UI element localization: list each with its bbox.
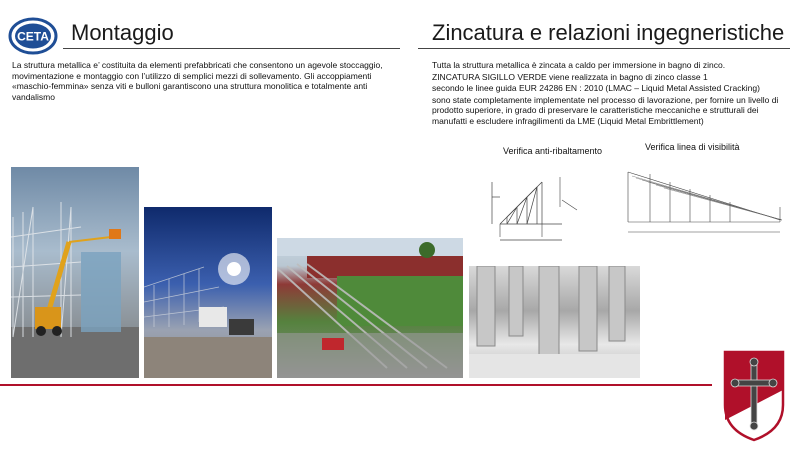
diagram-visibility bbox=[620, 152, 796, 252]
header-rule-right bbox=[418, 48, 790, 49]
footer-rule bbox=[0, 384, 712, 386]
montaggio-description: La struttura metallica e’ costituita da elementi prefabbricati che consentono un agevole stoccaggio, movimentazione e montaggio con l’utilizzo di semplici mezzi di sollevamento. Gli accoppiamenti «maschio-femmina» senza viti e bulloni garantiscono una struttura monolitica e totalmente anti vandalismo bbox=[12, 60, 383, 102]
photo-night-lighting bbox=[144, 207, 272, 378]
zincatura-line-4: sono state completamente implementate nel processo di lavorazione, per fornire un livello di prodotto superiore, in grado di preservare le caratteristiche meccaniche e strutturali dei manufatti e escludere infragilimenti da LME (Liquid Metal Embrittlement) bbox=[432, 94, 779, 126]
zincatura-description bbox=[432, 60, 787, 127]
header-rule-left bbox=[63, 48, 400, 49]
zincatura-line-1: Tutta la struttura metallica è zincata a caldo per immersione in bagno di zinco. bbox=[432, 60, 726, 70]
zincatura-line-3: secondo le linee guida EUR 24286 EN : 2010 (LMAC – Liquid Metal Assisted Cracking) bbox=[432, 83, 760, 93]
zincatura-line-2: ZINCATURA SIGILLO VERDE viene realizzata in bagno di zinco classe 1 bbox=[432, 71, 708, 82]
title-montaggio: Montaggio bbox=[71, 20, 174, 45]
club-crest bbox=[723, 350, 785, 442]
diagram-label-anti-tipping: Verifica anti-ribaltamento bbox=[503, 146, 603, 156]
logo-text: CETA bbox=[17, 29, 49, 44]
diagram-label-visibility: Verifica linea di visibilità bbox=[645, 142, 740, 152]
photo-galvanized-parts bbox=[469, 266, 640, 378]
ceta-logo bbox=[8, 16, 58, 56]
title-zincatura: Zincatura e relazioni ingegneristiche bbox=[432, 20, 785, 45]
diagram-anti-tipping bbox=[472, 152, 622, 252]
photo-stadium-stands bbox=[277, 238, 463, 378]
photo-crane-assembly bbox=[11, 167, 139, 378]
